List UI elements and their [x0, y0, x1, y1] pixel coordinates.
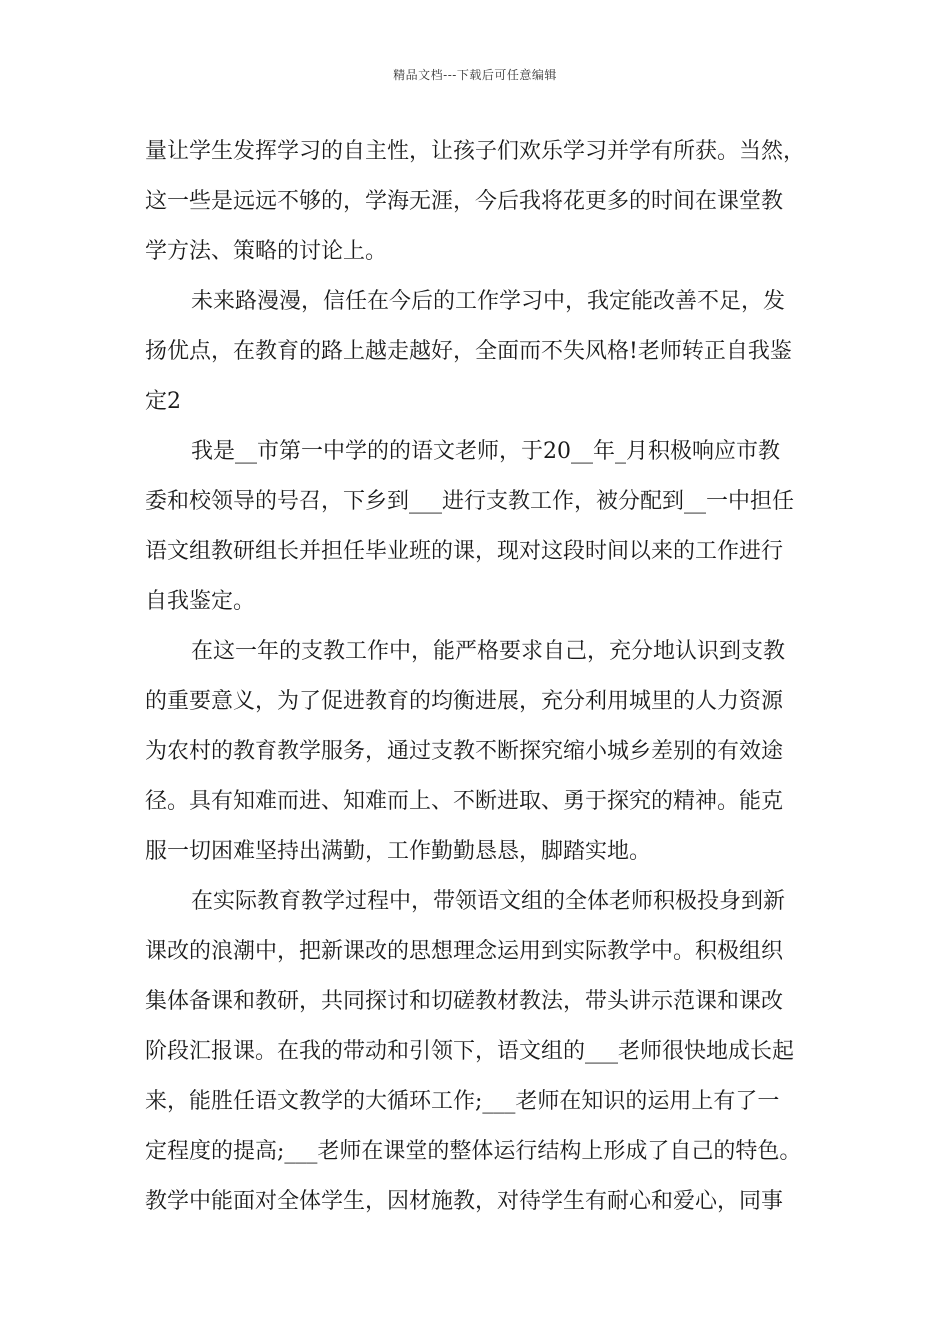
text-line: 服一切困难坚持出满勤，工作勤勤恳恳，脚踏实地。	[145, 839, 652, 864]
text-line: 我是__市第一中学的的语文老师，于20__年_月积极响应市教	[191, 439, 780, 464]
text-line: 为农村的教育教学服务，通过支教不断探究缩小城乡差别的有效途	[145, 739, 784, 764]
text-line: 教学中能面对全体学生，因材施教，对待学生有耐心和爱心，同事	[145, 1189, 784, 1214]
text-line: 在实际教育教学过程中，带领语文组的全体老师积极投身到新	[191, 889, 786, 914]
page-header: 精品文档---下载后可任意编辑	[393, 68, 557, 82]
text-line: 的重要意义，为了促进教育的均衡进展，充分利用城里的人力资源	[145, 689, 784, 714]
text-line: 集体备课和教研，共同探讨和切磋教材教法，带头讲示范课和课改	[145, 989, 784, 1014]
paragraph	[145, 627, 809, 877]
paragraph	[145, 127, 809, 277]
text-line: 学方法、策略的讨论上。	[145, 239, 388, 264]
text-line: 在这一年的支教工作中，能严格要求自己，充分地认识到支教	[191, 639, 786, 664]
paragraph	[145, 877, 809, 1227]
text-line: 未来路漫漫，信任在今后的工作学习中，我定能改善不足，发	[191, 289, 786, 314]
paragraph	[145, 427, 809, 627]
paragraph	[145, 277, 809, 427]
text-line: 定程度的提高;___老师在课堂的整体运行结构上形成了自己的特色。	[145, 1139, 802, 1164]
text-line: 自我鉴定。	[145, 589, 256, 614]
text-line: 来，能胜任语文教学的大循环工作;___老师在知识的运用上有了一	[145, 1089, 780, 1114]
text-line: 课改的浪潮中，把新课改的思想理念运用到实际教学中。积极组织	[145, 939, 784, 964]
text-line: 量让学生发挥学习的自主性，让孩子们欢乐学习并学有所获。当然，	[145, 139, 806, 164]
text-line: 定2	[145, 389, 181, 414]
text-line: 阶段汇报课。在我的带动和引领下，语文组的___老师很快地成长起	[145, 1039, 795, 1064]
text-line: 这一些是远远不够的，学海无涯，今后我将花更多的时间在课堂教	[145, 189, 784, 214]
text-line: 径。具有知难而进、知难而上、不断进取、勇于探究的精神。能克	[145, 789, 784, 814]
document-body	[145, 127, 809, 1227]
text-line: 语文组教研组长并担任毕业班的课，现对这段时间以来的工作进行	[145, 539, 784, 564]
text-line: 扬优点，在教育的路上越走越好，全面而不失风格!老师转正自我鉴	[145, 339, 792, 364]
text-line: 委和校领导的号召，下乡到___进行支教工作，被分配到__一中担任	[145, 489, 795, 514]
